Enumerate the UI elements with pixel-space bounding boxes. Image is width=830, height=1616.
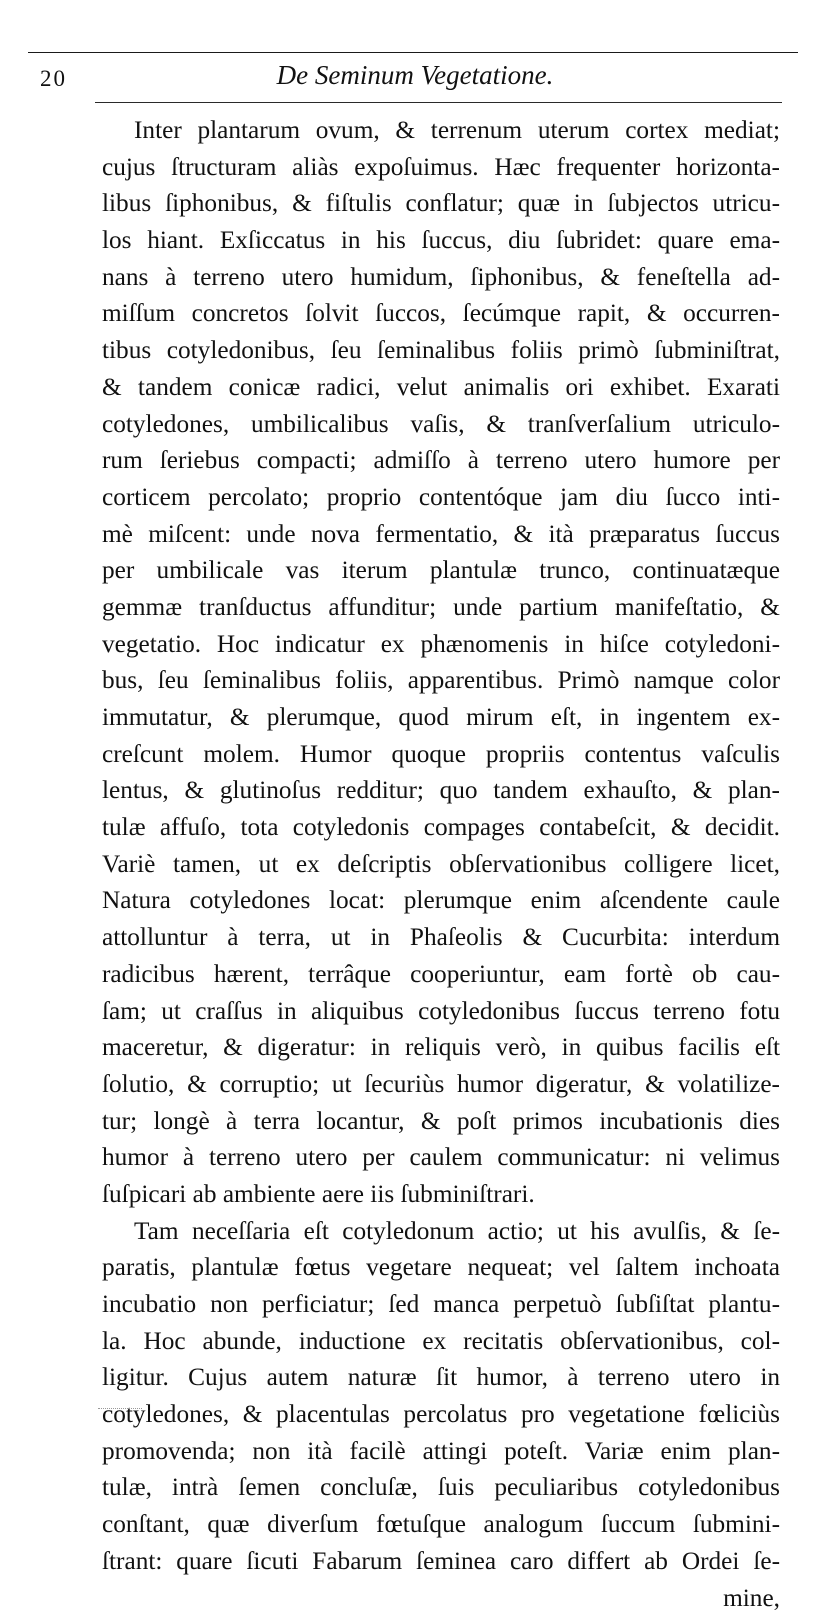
text-line: radicibus hærent, terrâque cooperiuntur, eam fortè ob cau- [102, 956, 780, 993]
text-line: & tandem conicæ radici, velut animalis ori exhibet. Exarati [102, 369, 780, 406]
text-line: Tam neceſſaria eſt cotyledonum actio; ut his avulſis, & ſe- [102, 1213, 780, 1250]
text-line: los hiant. Exſiccatus in his ſuccus, diu ſubridet: quare ema- [102, 222, 780, 259]
ink-mark [98, 1408, 142, 1409]
text-line: paratis, plantulæ fœtus vegetare nequeat; vel ſaltem inchoata [102, 1249, 780, 1286]
text-line: incubatio non perficiatur; ſed manca perpetuò ſubſiſtat plantu- [102, 1286, 780, 1323]
text-line: tulæ, intrà ſemen concluſæ, ſuis peculiaribus cotyledonibus [102, 1469, 780, 1506]
text-line: gemmæ tranſductus affunditur; unde partium manifeſtatio, & [102, 589, 780, 626]
text-line: creſcunt molem. Humor quoque propriis contentus vaſculis [102, 736, 780, 773]
text-line: la. Hoc abunde, inductione ex recitatis obſervationibus, col- [102, 1323, 780, 1360]
text-line: attolluntur à terra, ut in Phaſeolis & Cucurbita: interdum [102, 919, 780, 956]
text-line: ligitur. Cujus autem naturæ ſit humor, à terreno utero in [102, 1359, 780, 1396]
text-line: ſuſpicari ab ambiente aere iis ſubminiſtrari. [102, 1176, 780, 1213]
text-line: tibus cotyledonibus, ſeu ſeminalibus foliis primò ſubminiſtrat, [102, 332, 780, 369]
body-text [102, 112, 780, 1616]
text-line: immutatur, & plerumque, quod mirum eſt, in ingentem ex- [102, 699, 780, 736]
text-line: humor à terreno utero per caulem communicatur: ni velimus [102, 1139, 780, 1176]
text-line: lentus, & glutinoſus redditur; quo tandem exhauſto, & plan- [102, 772, 780, 809]
text-line: ſolutio, & corruptio; ut ſecuriùs humor digeratur, & volatilize- [102, 1066, 780, 1103]
text-line: per umbilicale vas iterum plantulæ trunco, continuatæque [102, 552, 780, 589]
text-line: maceretur, & digeratur: in reliquis verò, in quibus facilis eſt [102, 1029, 780, 1066]
text-line: Inter plantarum ovum, & terrenum uterum cortex mediat; [102, 112, 780, 149]
text-line: miſſum concretos ſolvit ſuccos, ſecúmque rapit, & occurren- [102, 295, 780, 332]
text-line: mè miſcent: unde nova fermentatio, & ità præparatus ſuccus [102, 516, 780, 553]
text-line: Natura cotyledones locat: plerumque enim aſcendente caule [102, 882, 780, 919]
text-line: ſam; ut craſſus in aliquibus cotyledonibus ſuccus terreno fotu [102, 993, 780, 1030]
page-number: 20 [40, 66, 67, 92]
text-line: bus, ſeu ſeminalibus foliis, apparentibus. Primò namque color [102, 662, 780, 699]
text-line: cotyledones, umbilicalibus vaſis, & tranſverſalium utriculo- [102, 406, 780, 443]
text-line: vegetatio. Hoc indicatur ex phænomenis in hiſce cotyledoni- [102, 626, 780, 663]
text-line: tur; longè à terra locantur, & poſt primos incubationis dies [102, 1103, 780, 1140]
header-rule-bottom [95, 102, 782, 103]
running-title: De Seminum Vegetatione. [0, 60, 830, 91]
text-line: promovenda; non ità facilè attingi poteſt. Variæ enim plan- [102, 1433, 780, 1470]
text-line: conſtant, quæ diverſum fœtuſque analogum ſuccum ſubmini- [102, 1506, 780, 1543]
text-line: tulæ affuſo, tota cotyledonis compages contabeſcit, & decidit. [102, 809, 780, 846]
text-line: libus ſiphonibus, & fiſtulis conflatur; quæ in ſubjectos utricu- [102, 185, 780, 222]
catchword: mine, [102, 1580, 780, 1616]
text-line: cujus ſtructuram aliàs expoſuimus. Hæc frequenter horizonta- [102, 149, 780, 186]
text-line: Variè tamen, ut ex deſcriptis obſervationibus colligere licet, [102, 846, 780, 883]
text-line: cotyledones, & placentulas percolatus pro vegetatione fœliciùs [102, 1396, 780, 1433]
text-line: ſtrant: quare ſicuti Fabarum ſeminea caro differt ab Ordei ſe- [102, 1543, 780, 1580]
header-rule-top [28, 52, 798, 53]
text-line: nans à terreno utero humidum, ſiphonibus, & feneſtella ad- [102, 259, 780, 296]
text-line: rum ſeriebus compacti; admiſſo à terreno utero humore per [102, 442, 780, 479]
text-line: corticem percolato; proprio contentóque jam diu ſucco inti- [102, 479, 780, 516]
